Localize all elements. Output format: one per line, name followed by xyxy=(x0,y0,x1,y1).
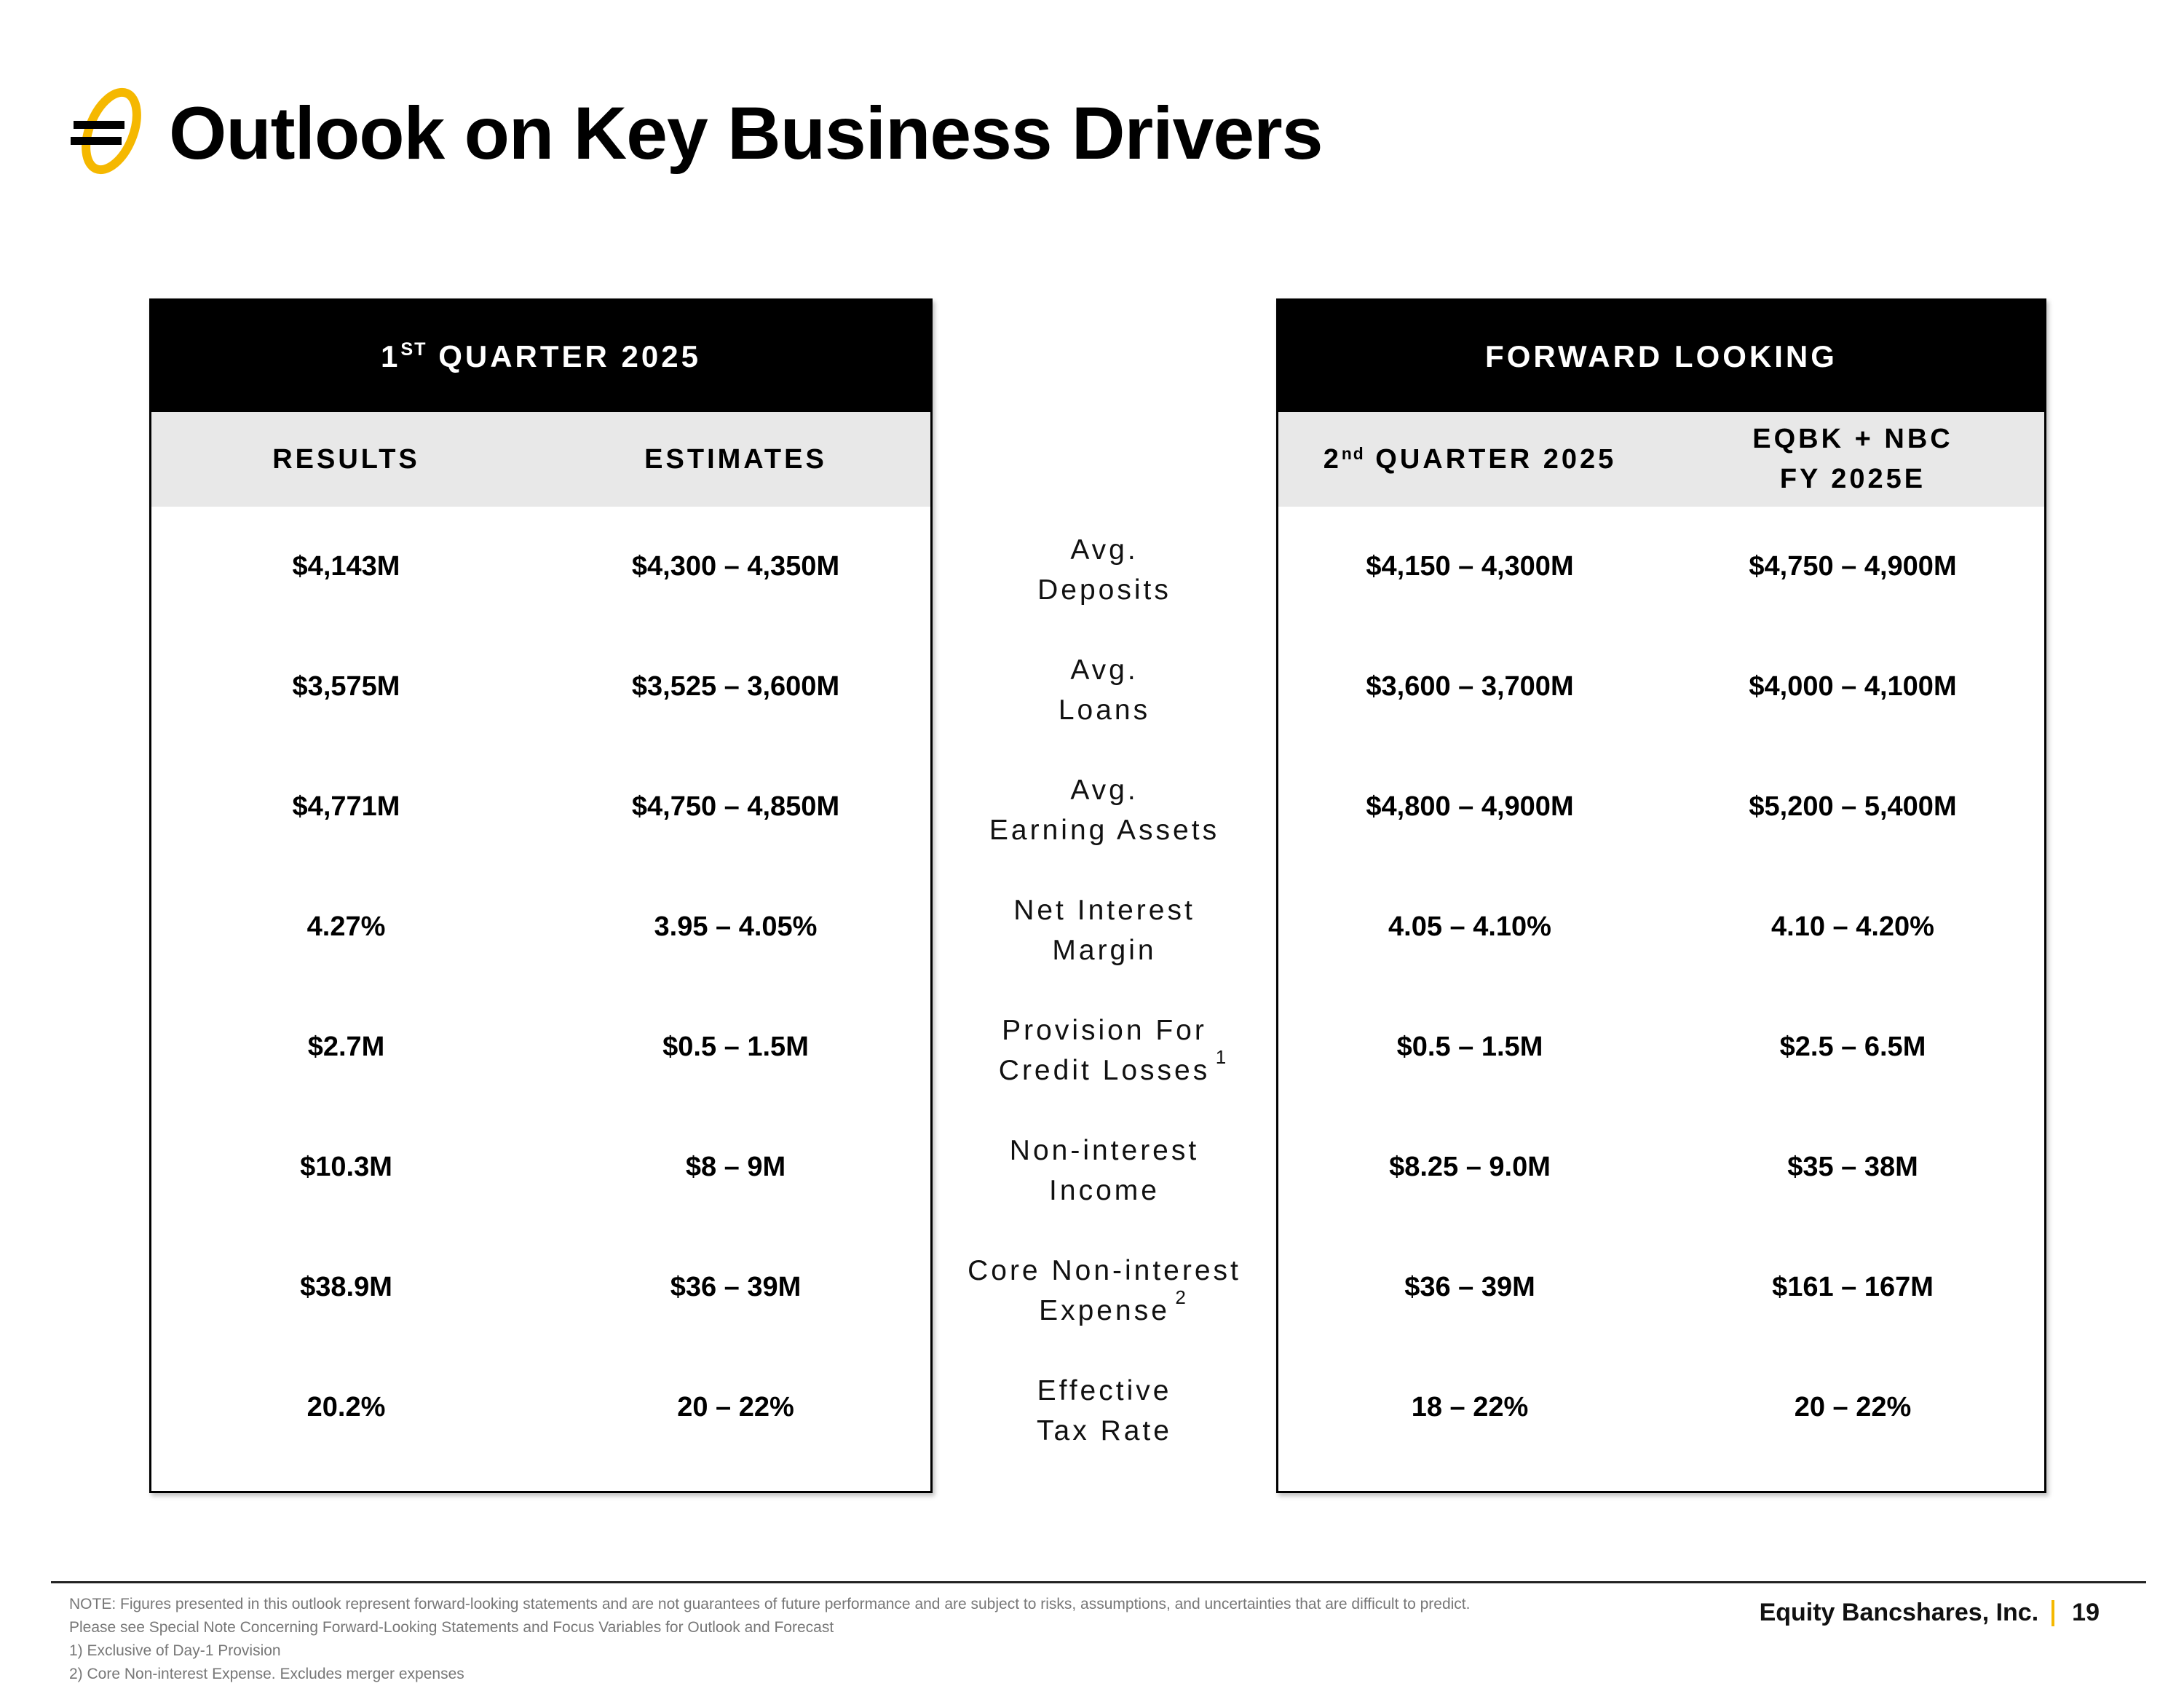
driver-label-text: Deposits xyxy=(1037,574,1171,606)
q2-2025-column-header xyxy=(1278,412,1661,507)
q2-2025-value: $36 – 39M xyxy=(1404,1272,1535,1302)
q2-2025-value: $4,150 – 4,300M xyxy=(1366,551,1574,582)
footnote-marker: 2 xyxy=(1175,1286,1186,1308)
fy-2025e-value: $2.5 – 6.5M xyxy=(1779,1032,1926,1062)
results-value: $4,143M xyxy=(292,551,400,582)
driver-label xyxy=(933,510,1276,630)
driver-label-line1: Provision For xyxy=(1002,1014,1207,1046)
fy-2025e-value: $161 – 167M xyxy=(1772,1272,1934,1302)
forward-row xyxy=(1278,987,2044,1107)
q2-2025-value: $3,600 – 3,700M xyxy=(1366,671,1574,702)
q1-2025-panel xyxy=(149,298,933,1493)
driver-label-line2 xyxy=(1039,1286,1186,1331)
q2-2025-value: $0.5 – 1.5M xyxy=(1396,1032,1543,1062)
note-footnote-2: 2) Core Non-interest Expense. Excludes merger expenses xyxy=(69,1666,464,1682)
driver-label-line2 xyxy=(1059,690,1150,730)
forward-looking-panel xyxy=(1276,298,2046,1493)
results-value: 4.27% xyxy=(306,911,386,942)
q2-2025-value: $8.25 – 9.0M xyxy=(1389,1152,1551,1182)
estimates-value: 20 – 22% xyxy=(677,1392,794,1422)
results-value: 20.2% xyxy=(306,1392,386,1422)
driver-label-line1: Net Interest xyxy=(1013,894,1195,926)
q1-2025-header xyxy=(151,301,930,412)
driver-label-text: Credit Losses xyxy=(998,1054,1211,1086)
forward-row xyxy=(1278,627,2044,747)
fy-2025e-value: $35 – 38M xyxy=(1787,1152,1918,1182)
forward-row xyxy=(1278,867,2044,987)
forward-column-headers xyxy=(1278,412,2044,507)
q2-header-sup: nd xyxy=(1341,443,1365,463)
estimates-value: $0.5 – 1.5M xyxy=(662,1032,809,1062)
driver-label-line2 xyxy=(1037,1411,1172,1451)
q1-row xyxy=(151,1227,930,1347)
fy-2025e-value: 4.10 – 4.20% xyxy=(1771,911,1934,942)
driver-label-text: Margin xyxy=(1052,934,1157,966)
q1-row xyxy=(151,627,930,747)
footnote-marker: 1 xyxy=(1215,1045,1227,1068)
q1-header-sup: ST xyxy=(400,339,427,360)
forward-row xyxy=(1278,747,2044,867)
footer-branding xyxy=(1760,1599,2100,1627)
driver-label-line1: Core Non-interest xyxy=(968,1254,1241,1286)
estimates-value: $4,300 – 4,350M xyxy=(631,551,840,582)
estimates-value: $3,525 – 3,600M xyxy=(631,671,840,702)
forward-row xyxy=(1278,1347,2044,1468)
results-value: $3,575M xyxy=(292,671,400,702)
driver-label xyxy=(933,990,1276,1110)
driver-label-text: Expense xyxy=(1039,1294,1170,1326)
driver-label-line2 xyxy=(1049,1171,1160,1211)
driver-label-line1: Effective xyxy=(1037,1374,1172,1406)
driver-label-line1: Avg. xyxy=(1070,774,1139,806)
note-disclaimer: NOTE: Figures presented in this outlook represent forward-looking statements and are not guarantees of future performance and are subject to risks, assumptions, and uncertainties that are difficult to predict. xyxy=(69,1596,1471,1612)
fy-2025e-value: $5,200 – 5,400M xyxy=(1749,791,1957,822)
results-value: $4,771M xyxy=(292,791,400,822)
forward-looking-header: FORWARD LOOKING xyxy=(1278,301,2044,412)
driver-label-line1: Avg. xyxy=(1070,654,1139,686)
note-footnote-1: 1) Exclusive of Day-1 Provision xyxy=(69,1642,281,1659)
page-title: Outlook on Key Business Drivers xyxy=(169,92,1323,175)
q1-column-headers xyxy=(151,412,930,507)
q1-row xyxy=(151,1347,930,1468)
driver-label xyxy=(933,1110,1276,1230)
note-special: Please see Special Note Concerning Forward-Looking Statements and Focus Variables for Outlook and Forecast xyxy=(69,1619,834,1636)
footnotes xyxy=(69,1593,1470,1686)
driver-label-line2 xyxy=(989,810,1219,850)
results-value: $10.3M xyxy=(300,1152,392,1182)
fy-header-line1: EQBK + NBC xyxy=(1752,424,1953,454)
estimates-value: $4,750 – 4,850M xyxy=(631,791,840,822)
company-logo-icon xyxy=(69,86,142,177)
q1-row xyxy=(151,1107,930,1227)
driver-label xyxy=(933,630,1276,750)
forward-row xyxy=(1278,507,2044,627)
estimates-value: $36 – 39M xyxy=(670,1272,802,1302)
q1-row xyxy=(151,747,930,867)
q1-header-prefix: 1 xyxy=(381,339,401,373)
driver-label-line1: Avg. xyxy=(1070,534,1139,566)
page-number: 19 xyxy=(2072,1599,2100,1626)
driver-label-text: Loans xyxy=(1058,694,1151,726)
fy-2025e-value: $4,000 – 4,100M xyxy=(1749,671,1957,702)
driver-label-text: Income xyxy=(1049,1174,1160,1206)
q2-header-suffix: QUARTER 2025 xyxy=(1364,443,1617,475)
driver-label-line2 xyxy=(998,1045,1227,1091)
q2-2025-value: 18 – 22% xyxy=(1411,1392,1529,1422)
estimates-value: $8 – 9M xyxy=(685,1152,786,1182)
fy-2025e-value: 20 – 22% xyxy=(1794,1392,1912,1422)
driver-label xyxy=(933,1350,1276,1471)
driver-label-line1: Non-interest xyxy=(1009,1134,1200,1166)
driver-label xyxy=(933,750,1276,870)
results-value: $38.9M xyxy=(300,1272,392,1302)
q1-row xyxy=(151,867,930,987)
q2-2025-value: 4.05 – 4.10% xyxy=(1388,911,1551,942)
driver-label xyxy=(933,1230,1276,1350)
fy-header-line2: FY 2025E xyxy=(1779,464,1926,494)
q2-2025-value: $4,800 – 4,900M xyxy=(1366,791,1574,822)
forward-row xyxy=(1278,1107,2044,1227)
forward-rows xyxy=(1278,507,2044,1468)
q1-row xyxy=(151,507,930,627)
q1-rows xyxy=(151,507,930,1468)
results-column-header: RESULTS xyxy=(272,443,420,475)
estimates-value: 3.95 – 4.05% xyxy=(654,911,818,942)
fy-2025e-value: $4,750 – 4,900M xyxy=(1749,551,1957,582)
driver-label-line2 xyxy=(1052,930,1156,970)
q1-header-suffix: QUARTER 2025 xyxy=(427,339,701,373)
footer-divider xyxy=(51,1581,2146,1583)
driver-label-text: Tax Rate xyxy=(1037,1414,1172,1446)
estimates-column-header: ESTIMATES xyxy=(644,443,827,475)
driver-label-text: Earning Assets xyxy=(989,814,1220,846)
results-value: $2.7M xyxy=(307,1032,385,1062)
driver-label-line2 xyxy=(1037,570,1171,610)
driver-label xyxy=(933,870,1276,990)
company-name: Equity Bancshares, Inc. xyxy=(1759,1599,2039,1626)
fy-2025e-column-header xyxy=(1661,412,2044,507)
q1-row xyxy=(151,987,930,1107)
driver-labels xyxy=(933,510,1276,1471)
q2-header-prefix: 2 xyxy=(1323,443,1342,475)
footer-separator xyxy=(2052,1600,2054,1626)
forward-row xyxy=(1278,1227,2044,1347)
